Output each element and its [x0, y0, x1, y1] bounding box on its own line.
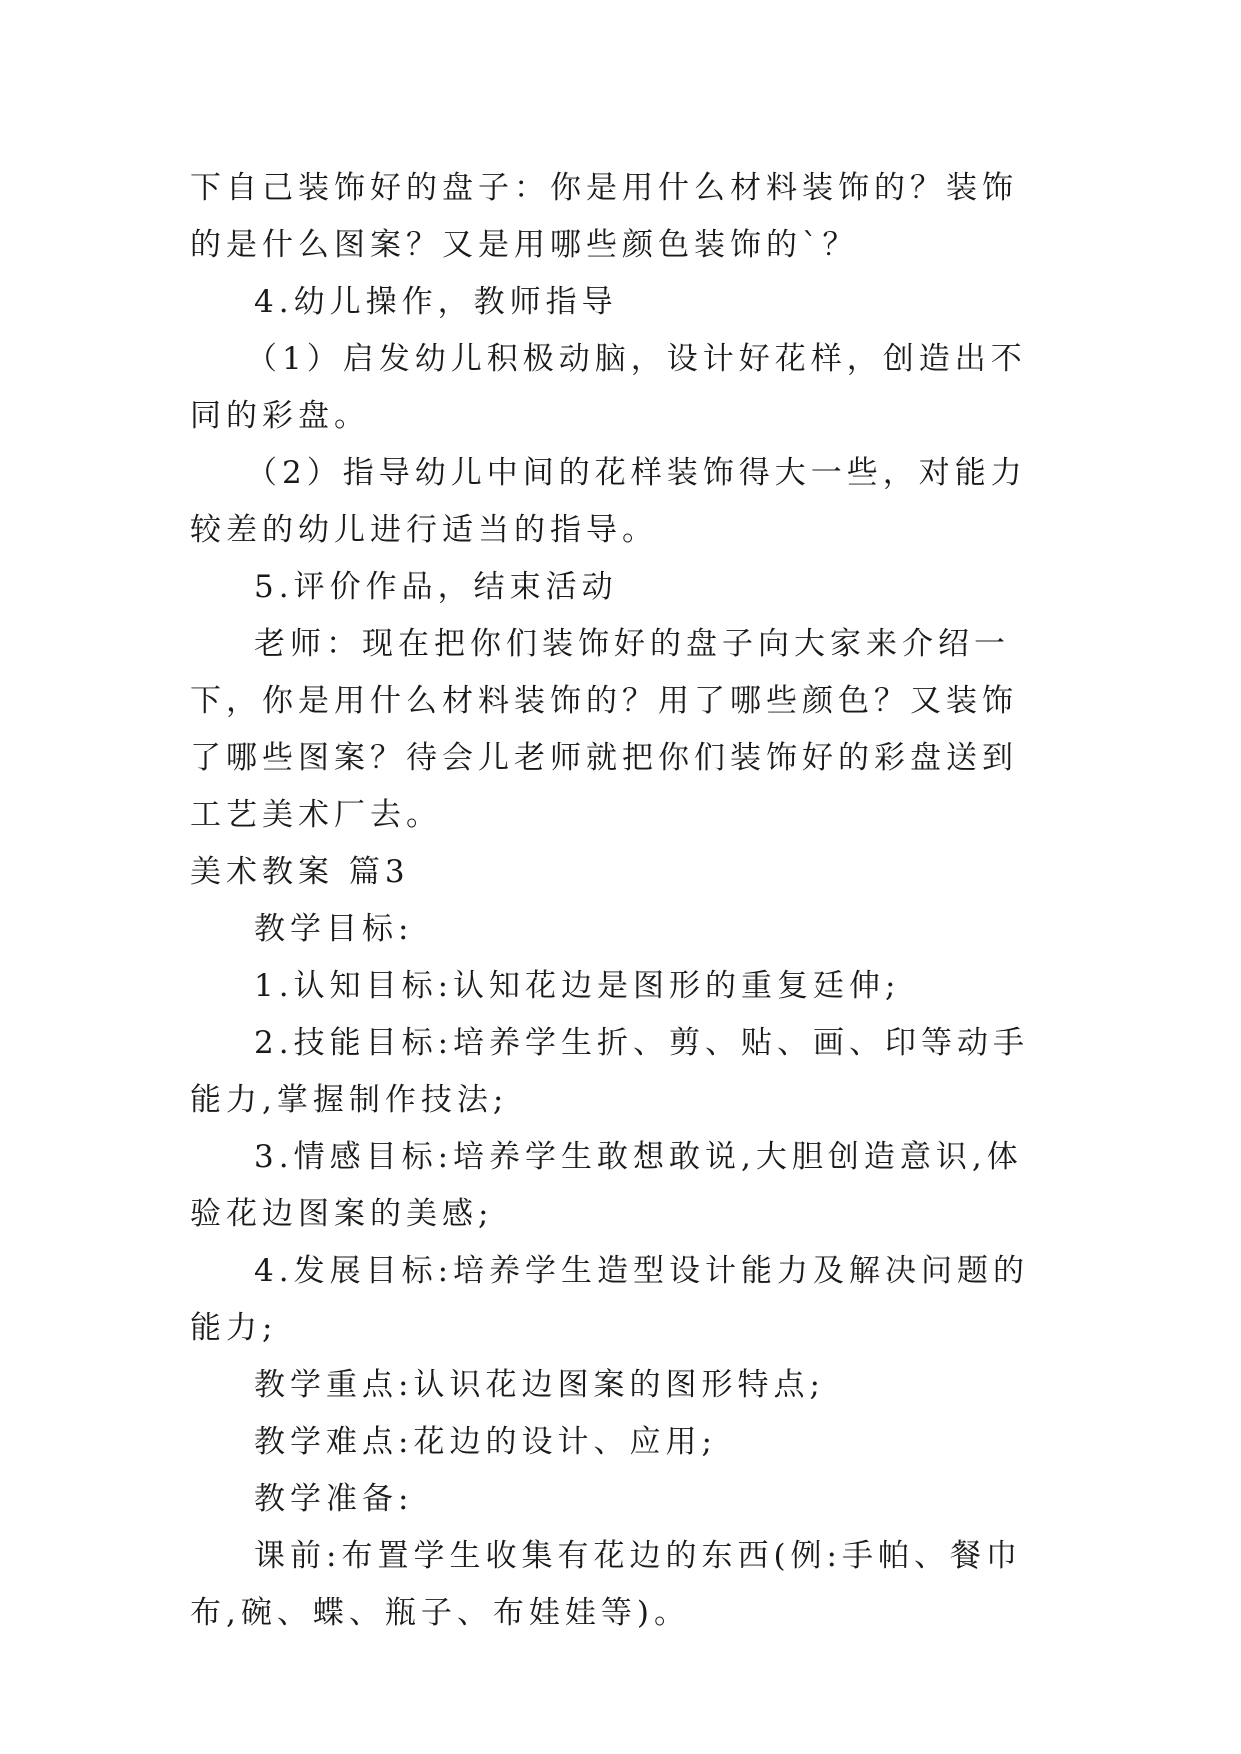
document-body	[190, 160, 1050, 1642]
paragraph: 2.技能目标:培养学生折、剪、贴、画、印等动手能力,掌握制作技法;	[190, 1025, 1030, 1118]
paragraph: 教学难点:花边的设计、应用;	[254, 1424, 717, 1460]
paragraph: 4.幼儿操作，教师指导	[254, 284, 618, 320]
paragraph: 3.情感目标:培养学生敢想敢说,大胆创造意识,体验花边图案的美感;	[190, 1139, 1023, 1232]
paragraph: 5.评价作品，结束活动	[254, 569, 618, 605]
paragraph: 课前:布置学生收集有花边的东西(例:手帕、餐巾布,碗、蝶、瓶子、布娃娃等)。	[190, 1538, 1022, 1631]
paragraph: （1）启发幼儿积极动脑，设计好花样，创造出不同的彩盘。	[190, 341, 1027, 434]
paragraph: 教学重点:认识花边图案的图形特点;	[254, 1367, 825, 1403]
paragraph: 教学准备:	[254, 1481, 414, 1517]
paragraph: （2）指导幼儿中间的花样装饰得大一些，对能力较差的幼儿进行适当的指导。	[190, 455, 1027, 548]
paragraph: 4.发展目标:培养学生造型设计能力及解决问题的能力;	[190, 1253, 1030, 1346]
paragraph: 教学目标:	[254, 911, 414, 947]
paragraph: 1.认知目标:认知花边是图形的重复廷伸;	[254, 968, 901, 1004]
paragraph: 老师：现在把你们装饰好的盘子向大家来介绍一下，你是用什么材料装饰的？用了哪些颜色？又装饰了哪些图案？待会儿老师就把你们装饰好的彩盘送到工艺美术厂去。	[190, 626, 1018, 833]
section-heading: 美术教案 篇3	[190, 854, 410, 890]
paragraph: 下自己装饰好的盘子：你是用什么材料装饰的？装饰的是什么图案？又是用哪些颜色装饰的`？	[190, 170, 1018, 263]
